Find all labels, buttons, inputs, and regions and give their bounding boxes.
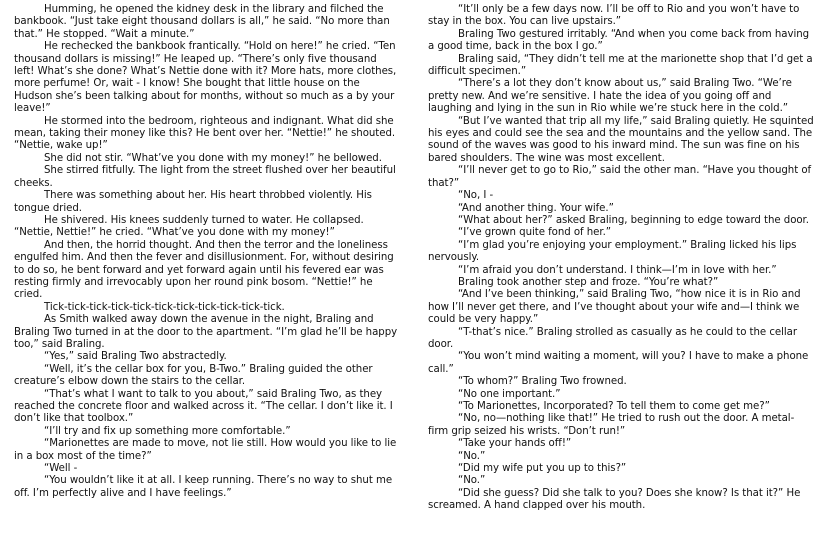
paragraph: “And I’ve been thinking,” said Braling Two, “how nice it is in Rio and how I’ll never get there, and I’ve thought about your wife and—I think we could be very happy.” (428, 289, 801, 326)
paragraph: “To Marionettes, Incorporated? To tell them to come get me?” (458, 401, 770, 412)
paragraph: Braling Two gestured irritably. “And when you come back from having a good time, back in the box I go.” (428, 28, 810, 53)
paragraph: “And another thing. Your wife.” (458, 202, 614, 214)
paragraph: She stirred fitfully. The light from the street flushed over her beautiful (44, 165, 396, 177)
left-text-column (14, 4, 400, 500)
paragraph: And then, the horrid thought. And then the terror and the loneliness engulfed him. And then the fever and disillusionment. For, without desiring to do so, he bent forward and yet forward again until his fevered ear was resting firmly and irrevocably upon her round pink bosom. “Nettie!” he cried. (14, 239, 394, 301)
paragraph: “There’s a lot they don’t know about us,” said Braling Two. “We’re pretty new. And we’re sensitive. I hate the idea of you going off and laughing and lying in the sun in Rio while we’re stuck here in the cold.” (428, 78, 792, 115)
paragraph: As Smith walked away down the avenue in the night, Braling and Braling Two turned in at the door to the apartment. “I’m glad he’ll be happy too,” said Braling. (14, 314, 398, 350)
paragraph: cheeks. (14, 177, 53, 189)
paragraph: “No.” (458, 475, 486, 487)
paragraph: “You wouldn’t like it at all. I keep running. There’s no way to shut me off. I’m perfectly alive and I have feelings.” (14, 475, 393, 499)
paragraph: He shivered. His knees suddenly turned to water. He collapsed. “Nettie, Nettie!” he cried. “What’ve you done with my money!” (14, 214, 364, 239)
paragraph: “You won’t mind waiting a moment, will you? I have to make a phone call.” (428, 351, 809, 375)
paragraph: “Did my wife put you up to this?” (458, 463, 627, 475)
paragraph: “Well, it’s the cellar box for you, B-Two.” Braling guided the other creature’s elbow down the stairs to the cellar. (14, 363, 373, 388)
paragraph: “Marionettes are made to move, not lie still. How would you like to lie in a box most of the time?” (14, 438, 397, 462)
paragraph: “That’s what I want to talk to you about,” said Braling Two, as they reached the concrete floor and walked across it. “The cellar. I don’t like it. I don’t like that toolbox.” (14, 388, 393, 425)
paragraph: “I’m glad you’re enjoying your employment.” Braling licked his lips nervously. (428, 239, 797, 264)
paragraph: He rechecked the bankbook frantically. “Hold on here!” he cried. “Ten thousand dollars is missing!” He leaped up. “There’s only five thousand left! What’s she done? What’s Nettie done with it? More hats, more clothes, more perfume! Or, wait - I know! She bought that little house on the Hudson she’s been talking about for months, without so much as a by your leave!” (14, 41, 397, 115)
paragraph: “What about her?” asked Braling, beginning to edge toward the door. (458, 214, 809, 226)
paragraph: “No, no—nothing like that!” He tried to rush out the door. A metal-firm grip seized his wrists. “Don’t run!” (428, 413, 795, 437)
paragraph: “Did she guess? Did she talk to you? Does she know? Is that it?” He screamed. A hand clapped over his mouth. (428, 487, 801, 512)
right-text-column (428, 4, 814, 513)
paragraph: He stormed into the bedroom, righteous and indignant. What did she mean, taking their money like this? He bent over her. “Nettie!” he shouted. “Nettie, wake up!” (14, 115, 396, 152)
paragraph: “I’ll never get to go to Rio,” said the other man. “Have you thought of that?” (428, 165, 812, 189)
paragraph: Humming, he opened the kidney desk in the library and filched the bankbook. “Just take eight thousand dollars is all,” he said. “No more than that.” He stopped. “Wait a minute.” (14, 4, 390, 40)
paragraph: Braling said, “They didn’t tell me at the marionette shop that I’d get a difficult specimen.” (428, 53, 813, 78)
paragraph: “No one important.” (458, 388, 561, 400)
paragraph: “T-that’s nice.” Braling strolled as casually as he could to the cellar door. (428, 326, 797, 350)
paragraph: “To whom?” Braling Two frowned. (458, 376, 627, 388)
paragraph: “Well - (44, 463, 78, 475)
paragraph: Braling took another step and froze. “You’re what?” (458, 276, 719, 288)
paragraph: “No, I - (458, 190, 494, 202)
paragraph: “I’ve grown quite fond of her.” (458, 227, 611, 239)
paragraph: “It’ll only be a few days now. I’ll be off to Rio and you won’t have to stay in the box. You can live upstairs.” (428, 4, 800, 28)
paragraph: “No.” (458, 450, 486, 462)
paragraph: There was something about her. His heart throbbed violently. His tongue dried. (14, 190, 372, 214)
paragraph: Tick-tick-tick-tick-tick-tick-tick-tick-tick-tick-tick. (44, 301, 285, 313)
paragraph: “I’m afraid you don’t understand. I think—I’m in love with her.” (458, 264, 777, 276)
paragraph: “Take your hands off!” (458, 438, 572, 450)
paragraph: “But I’ve wanted that trip all my life,” said Braling quietly. He squinted his eyes and could see the sea and the mountains and the yellow sand. The sound of the waves was good to his inward mind. The sun was fine on his bared shoulders. The wine was most excellent. (428, 115, 814, 164)
paragraph: “Yes,” said Braling Two abstractedly. (44, 351, 227, 363)
paragraph: “I’ll try and fix up something more comfortable.” (44, 425, 291, 437)
paragraph: She did not stir. “What’ve you done with my money!” he bellowed. (44, 152, 382, 164)
